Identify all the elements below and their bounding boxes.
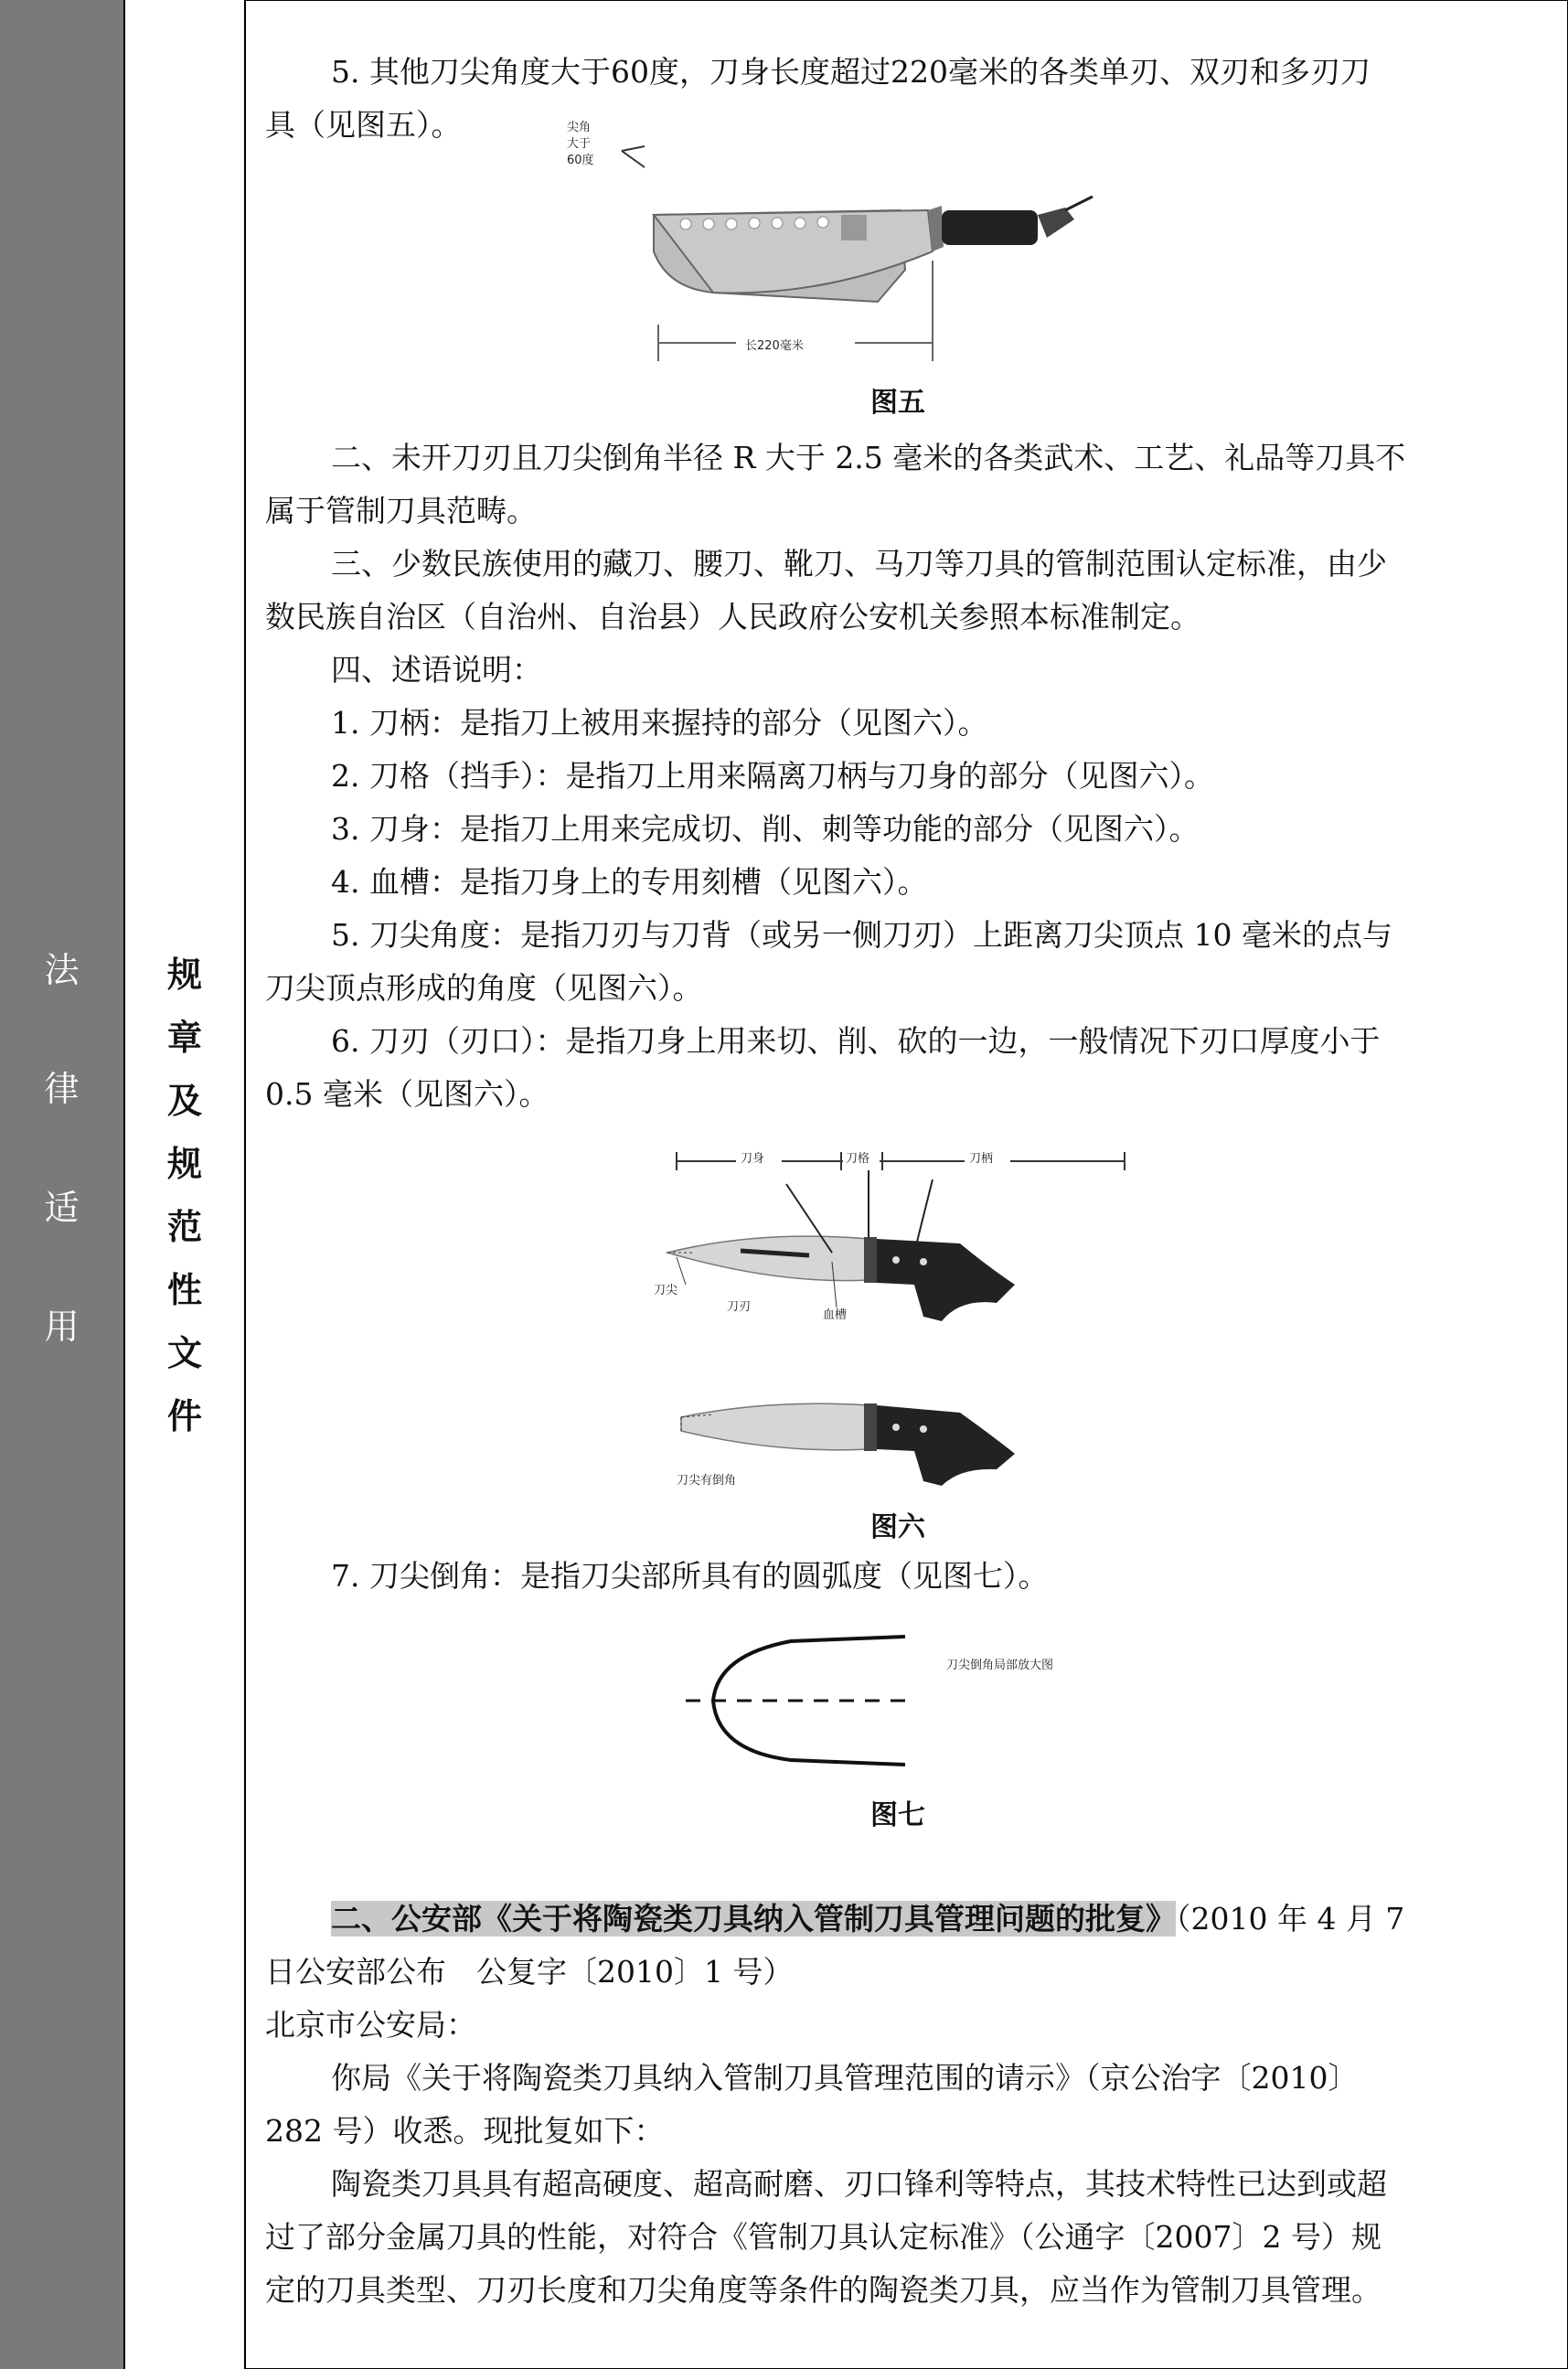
figure-6-knife-diagram [649, 1138, 1161, 1531]
body-paragraph-1-cont: 282 号）收悉。现批复如下： [265, 2113, 665, 2149]
body-paragraph-2-cont: 过了部分金属刀具的性能，对符合《管制刀具认定标准》（公通字〔2007〕2 号）规 [265, 2219, 1381, 2255]
fig5-length-label: 长220毫米 [745, 339, 804, 353]
subcategory-char: 文 [166, 1333, 202, 1373]
definition-5: 5. 刀尖角度：是指刀刃与刀背（或另一侧刀刃）上距离刀尖顶点 10 毫米的点与 [331, 917, 1392, 953]
fig6-knife1-guard [864, 1237, 877, 1283]
body-paragraph-1: 你局《关于将陶瓷类刀具纳入管制刀具管理范围的请示》（京公治字〔2010〕 [331, 2060, 1359, 2096]
fig6-edge-label: 刀刃 [727, 1300, 752, 1314]
subcategory-char: 规 [166, 955, 202, 995]
definition-6: 6. 刀刃（刃口）：是指刀身上用来切、削、砍的一边，一般情况下刃口厚度小于 [331, 1023, 1381, 1059]
body-paragraph-2: 陶瓷类刀具具有超高硬度、超高耐磨、刃口锋利等特点，其技术特性已达到或超 [331, 2166, 1387, 2202]
fig5-handle [942, 210, 1038, 245]
fig6-knife2-handle [877, 1405, 1015, 1486]
subcategory-char: 性 [166, 1270, 202, 1310]
category-label [0, 942, 123, 1417]
document-title: 二、公安部《关于将陶瓷类刀具纳入管制刀具管理问题的批复》 [331, 1901, 1176, 1937]
category-column [0, 0, 125, 2369]
subcategory-char: 范 [166, 1207, 202, 1247]
figure-7-tip-chamfer [681, 1618, 1120, 1783]
fig6-blade-label: 刀身 [741, 1152, 765, 1166]
definition-6-cont: 0.5 毫米（见图六）。 [265, 1076, 549, 1112]
fig6-tip-label: 刀尖 [654, 1284, 678, 1297]
figure-6-caption: 图六 [870, 1511, 925, 1543]
paragraph-sec4: 四、述语说明： [331, 652, 542, 688]
paragraph-sec2-cont: 属于管制刀具范畴。 [265, 493, 537, 528]
fig6-knife1-blade [667, 1236, 869, 1280]
subcategory-char: 章 [166, 1018, 202, 1058]
fig6-handle-label: 刀柄 [969, 1152, 994, 1166]
category-char: 律 [44, 1069, 80, 1109]
definition-4: 4. 血槽：是指刀身上的专用刻槽（见图六）。 [331, 864, 928, 900]
definition-5-cont: 刀尖顶点形成的角度（见图六）。 [265, 970, 703, 1006]
paragraph-item5-cont: 具（见图五）。 [265, 107, 462, 143]
category-char: 法 [44, 950, 80, 990]
fig6-groove-label: 血槽 [823, 1308, 848, 1322]
fig7-label: 刀尖倒角局部放大图 [946, 1659, 1054, 1672]
paragraph-sec3: 三、少数民族使用的藏刀、腰刀、靴刀、马刀等刀具的管制范围认定标准，由少 [331, 546, 1387, 582]
definition-1: 1. 刀柄：是指刀上被用来握持的部分（见图六）。 [331, 705, 988, 741]
addressee: 北京市公安局： [265, 2007, 476, 2043]
fig5-pommel [1038, 208, 1074, 238]
category-char: 适 [44, 1188, 80, 1228]
fig6-chamfer-label: 刀尖有倒角 [677, 1474, 737, 1488]
document-date-cont: 日公安部公布 公复字〔2010〕1 号） [265, 1954, 794, 1990]
definition-3: 3. 刀身：是指刀上用来完成切、削、刺等功能的部分（见图六）。 [331, 811, 1200, 847]
paragraph-item5: 5. 其他刀尖角度大于60度，刀身长度超过220毫米的各类单刃、双刃和多刃刀 [331, 54, 1371, 90]
subcategory-char: 规 [166, 1144, 202, 1184]
fig6-knife2-blade [681, 1403, 869, 1450]
subcategory-column [125, 0, 246, 2369]
definition-7: 7. 刀尖倒角：是指刀尖部所具有的圆弧度（见图七）。 [331, 1558, 1049, 1594]
document-heading [265, 1893, 1541, 1946]
subcategory-char: 及 [166, 1081, 202, 1121]
fig6-knife1-handle [877, 1239, 1015, 1321]
paragraph-sec3-cont: 数民族自治区（自治州、自治县）人民政府公安机关参照本标准制定。 [265, 599, 1200, 635]
figure-5-machete [567, 114, 1225, 370]
fig6-knife2-guard [864, 1403, 877, 1451]
definition-2: 2. 刀格（挡手）：是指刀上用来隔离刀柄与刀身的部分（见图六）。 [331, 758, 1214, 794]
figure-5-caption: 图五 [870, 387, 925, 419]
document-date: （2010 年 4 月 7 [1176, 1901, 1405, 1937]
paragraph-sec2: 二、未开刀刃且刀尖倒角半径 R 大于 2.5 毫米的各类武术、工艺、礼品等刀具不 [331, 440, 1406, 475]
fig6-guard-label: 刀格 [846, 1152, 870, 1166]
fig5-logo-mark [841, 215, 867, 240]
subcategory-label [125, 946, 244, 1451]
figure-7-caption: 图七 [870, 1799, 925, 1831]
subcategory-char: 件 [166, 1396, 202, 1436]
fig5-angle-label-2: 大于 [567, 137, 592, 151]
fig5-angle-label-1: 尖角 [567, 121, 592, 134]
fig5-angle-label-3: 60度 [567, 154, 594, 167]
body-paragraph-2-end: 定的刀具类型、刀刃长度和刀尖角度等条件的陶瓷类刀具，应当作为管制刀具管理。 [265, 2272, 1381, 2308]
category-char: 用 [44, 1307, 80, 1347]
